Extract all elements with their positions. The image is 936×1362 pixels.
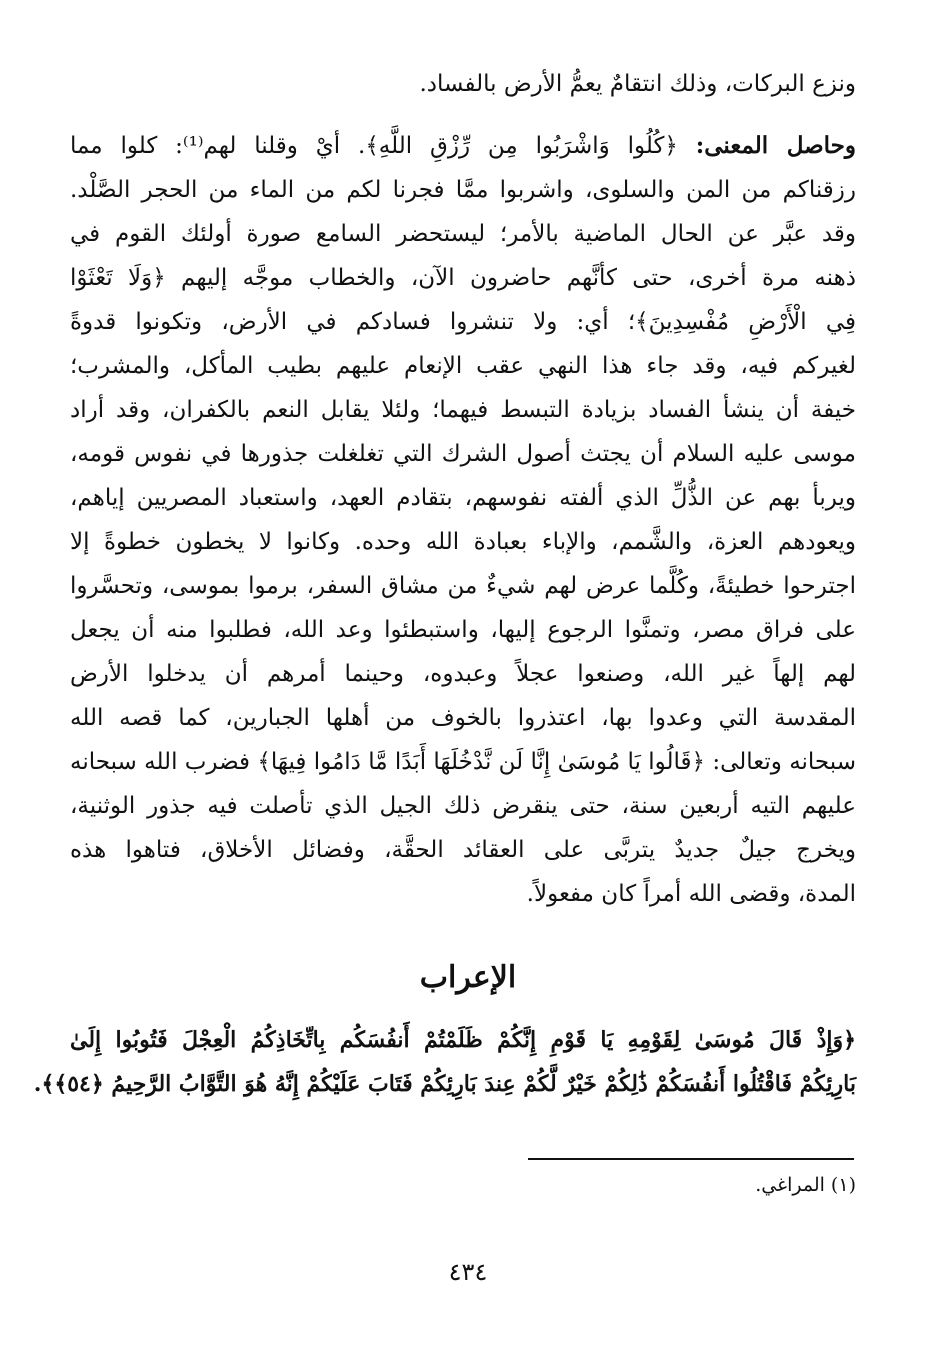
paragraph-line: خيفة أن ينشأ الفساد بزيادة التبسط فيهما؛ ولئلا يقابل النعم بالكفران، وقد أراد [70,397,856,423]
paragraph-line: المدة، وقضى الله أمراً كان مفعولاً. [526,881,856,907]
section-heading: الإعراب [419,960,517,995]
paragraph-line: ويعودهم العزة، والشَّمم، والإباء بعبادة الله وحده. وكانوا لا يخطون خطوةً إلا [70,529,856,555]
paragraph-line: لغيركم فيه، وقد جاء هذا النهي عقب الإنعام عليهم بطيب المأكل، والمشرب؛ [70,353,856,379]
paragraph-line: سبحانه وتعالى: ﴿قَالُوا يَا مُوسَىٰ إِنَّا لَن نَّدْخُلَهَا أَبَدًا مَّا دَامُوا فِيهَا﴾ فضرب الله سبحانه [70,749,856,775]
paragraph-line: ويخرج جيلٌ جديدٌ يتربَّى على العقائد الحقَّة، وفضائل الأخلاق، فتاهوا هذه [70,837,856,863]
paragraph-line: ذهنه مرة أخرى، حتى كأنَّهم حاضرون الآن، والخطاب موجَّه إليهم ﴿وَلَا تَعْثَوْا [70,265,856,291]
paragraph-line: على فراق مصر، وتمنَّوا الرجوع إليها، واستبطئوا وعد الله، فطلبوا منه أن يجعل [70,617,856,643]
quran-verse [33,1018,856,1106]
paragraph-line: ويربأ بهم عن الذُّلِّ الذي ألفته نفوسهم، بتقادم العهد، واستعباد المصريين إياهم، [70,485,856,511]
paragraph-line: اجترحوا خطيئةً، وكُلَّما عرض لهم شيءٌ من مشاق السفر، برموا بموسى، وتحسَّروا [70,573,856,599]
paragraph-line: رزقناكم من المن والسلوى، واشربوا ممَّا فجرنا لكم من الماء من الحجر الصَّلْد. [70,177,856,203]
paragraph-line: لهم إلهاً غير الله، وصنعوا عجلاً وعبدوه، وحينما أمرهم أن يدخلوا الأرض [70,661,856,687]
intro-line: ونزع البركات، وذلك انتقامٌ يعمُّ الأرض بالفساد. [419,71,856,97]
verse-line: ﴿وَإِذْ قَالَ مُوسَىٰ لِقَوْمِهِ يَا قَوْمِ إِنَّكُمْ ظَلَمْتُمْ أَنفُسَكُم بِاتِّخَاذِكُمُ الْعِجْلَ فَتُوبُوا إِلَىٰ [70,1027,856,1053]
lead-label: وحاصل المعنى: [695,132,856,159]
footnote-divider [528,1158,854,1160]
page-number: ٤٣٤ [448,1258,488,1286]
paragraph-line: المقدسة التي وعدوا بها، اعتذروا بالخوف من أهلها الجبارين، كما قصه الله [70,705,856,731]
paragraph-line: عليهم التيه أربعين سنة، حتى ينقرض ذلك الجيل الذي تأصلت فيه جذور الوثنية، [70,793,856,819]
paragraph-line: وقد عبَّر عن الحال الماضية بالأمر؛ ليستحضر السامع صورة أولئك القوم في [70,221,856,247]
paragraph-line-text: ﴿كُلُوا وَاشْرَبُوا مِن رِّزْقِ اللَّهِ﴾. أيْ وقلنا لهم⁽¹⁾: كلوا مما [70,133,678,159]
footnote: (١) المراغي. [755,1174,856,1196]
paragraph-line [70,124,856,168]
paragraph-line: فِي الْأَرْضِ مُفْسِدِينَ﴾؛ أي: ولا تنشروا فسادكم في الأرض، وتكونوا قدوةً [70,309,856,335]
paragraph-line: موسى عليه السلام أن يجتث أصول الشرك التي تغلغلت جذورها في نفوس قومه، [70,441,856,467]
main-text [70,62,856,916]
verse-line: بَارِئِكُمْ فَاقْتُلُوا أَنفُسَكُمْ ذَٰلِكُمْ خَيْرٌ لَّكُمْ عِندَ بَارِئِكُمْ فَتَابَ عَلَيْكُمْ إِنَّهُ هُوَ التَّوَّابُ الرَّحِيمُ ﴿٥٤﴾﴾. [33,1071,856,1097]
